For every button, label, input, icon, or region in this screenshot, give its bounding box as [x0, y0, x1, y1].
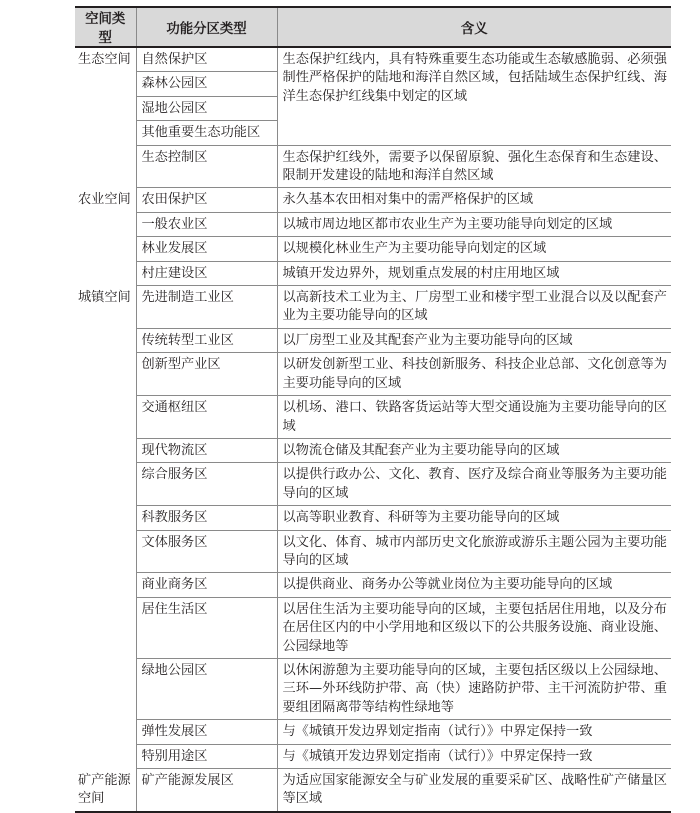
meaning-cell: 以居住生活为主要功能导向的区域，主要包括居住用地，以及分布在居住区内的中小学用地和区级以下的公共服务设施、商业设施、公园绿地等 [277, 597, 671, 658]
meaning-cell: 以高新技术工业为主、厂房型工业和楼宇型工业混合以及以配套产业为主要功能导向的区域 [277, 286, 671, 329]
zone-type-cell: 文体服务区 [136, 530, 277, 573]
meaning-cell: 永久基本农田相对集中的需严格保护的区域 [277, 188, 671, 212]
meaning-cell: 以文化、体育、城市内部历史文化旅游或游乐主题公园为主要功能导向的区域 [277, 530, 671, 573]
meaning-cell: 以厂房型工业及其配套产业为主要功能导向的区域 [277, 328, 671, 352]
table-row [75, 597, 671, 658]
table-row [75, 328, 671, 352]
header-zone-type: 功能分区类型 [136, 7, 277, 47]
zone-type-cell: 先进制造工业区 [136, 286, 277, 329]
meaning-cell: 以机场、港口、铁路客货运站等大型交通设施为主要功能导向的区域 [277, 396, 671, 439]
table-row [75, 261, 671, 285]
meaning-cell: 以高等职业教育、科研等为主要功能导向的区域 [277, 506, 671, 530]
table-row [75, 506, 671, 530]
meaning-cell: 生态保护红线外，需要予以保留原貌、强化生态保育和生态建设、限制开发建设的陆地和海洋自然区域 [277, 145, 671, 188]
zone-type-cell: 科教服务区 [136, 506, 277, 530]
table-row [75, 286, 671, 329]
zone-type-cell: 自然保护区 [136, 47, 277, 72]
meaning-cell: 与《城镇开发边界划定指南（试行）》中界定保持一致 [277, 744, 671, 768]
table-row [75, 47, 671, 72]
meaning-cell: 以城市周边地区都市农业生产为主要功能导向划定的区域 [277, 212, 671, 236]
table-row [75, 769, 671, 812]
zone-type-cell: 商业商务区 [136, 573, 277, 597]
zone-type-cell: 特别用途区 [136, 744, 277, 768]
table-row [75, 573, 671, 597]
header-space-type: 空间类型 [75, 7, 136, 47]
table-row [75, 463, 671, 506]
zone-type-cell: 湿地公园区 [136, 96, 277, 120]
meaning-cell: 以研发创新型工业、科技创新服务、科技企业总部、文化创意等为主要功能导向的区域 [277, 353, 671, 396]
table-row [75, 353, 671, 396]
zone-type-cell: 综合服务区 [136, 463, 277, 506]
zone-type-cell: 森林公园区 [136, 72, 277, 96]
zoning-table [75, 6, 671, 813]
meaning-cell: 以提供商业、商务办公等就业岗位为主要功能导向的区域 [277, 573, 671, 597]
zone-type-cell: 林业发展区 [136, 237, 277, 261]
table-row [75, 237, 671, 261]
table-row [75, 720, 671, 744]
meaning-cell: 以物流仓储及其配套产业为主要功能导向的区域 [277, 438, 671, 462]
zone-type-cell: 村庄建设区 [136, 261, 277, 285]
zone-type-cell: 交通枢纽区 [136, 396, 277, 439]
zone-type-cell: 传统转型工业区 [136, 328, 277, 352]
meaning-cell: 以休闲游憩为主要功能导向的区域，主要包括区级以上公园绿地、三环—外环线防护带、高（快）速路防护带、主干河流防护带、重要组团隔离带等结构性绿地等 [277, 658, 671, 719]
meaning-cell: 与《城镇开发边界划定指南（试行）》中界定保持一致 [277, 720, 671, 744]
zone-type-cell: 创新型产业区 [136, 353, 277, 396]
table-row [75, 212, 671, 236]
meaning-cell: 生态保护红线内，具有特殊重要生态功能或生态敏感脆弱、必须强制性严格保护的陆地和海洋自然区域，包括陆域生态保护红线、海洋生态保护红线集中划定的区域 [277, 47, 671, 145]
space-type-cell: 生态空间 [78, 52, 131, 67]
header-meaning: 含义 [277, 7, 671, 47]
meaning-cell: 城镇开发边界外，规划重点发展的村庄用地区域 [277, 261, 671, 285]
zone-type-cell: 一般农业区 [136, 212, 277, 236]
table-row [75, 438, 671, 462]
zone-type-cell: 生态控制区 [136, 145, 277, 188]
space-type-cell [75, 769, 136, 812]
table-row [75, 145, 671, 188]
table-row [75, 744, 671, 768]
table-row [75, 530, 671, 573]
zone-type-cell: 其他重要生态功能区 [136, 121, 277, 145]
zone-type-cell: 农田保护区 [136, 188, 277, 212]
meaning-cell: 以提供行政办公、文化、教育、医疗及综合商业等服务为主要功能导向的区域 [277, 463, 671, 506]
table-row [75, 396, 671, 439]
zone-type-cell: 矿产能源发展区 [136, 769, 277, 812]
meaning-cell: 为适应国家能源安全与矿业发展的重要采矿区、战略性矿产储量区等区域 [277, 769, 671, 812]
space-type-cell: 城镇空间 [78, 289, 131, 305]
space-type-label: 矿产能源空间 [78, 772, 131, 806]
space-type-cell: 农业空间 [78, 191, 131, 207]
zone-type-cell: 弹性发展区 [136, 720, 277, 744]
zone-type-cell: 居住生活区 [136, 597, 277, 658]
table-row [75, 188, 671, 212]
table-row [75, 658, 671, 719]
table-header-row [75, 7, 671, 47]
zone-type-cell: 现代物流区 [136, 438, 277, 462]
meaning-cell: 以规模化林业生产为主要功能导向划定的区域 [277, 237, 671, 261]
zone-type-cell: 绿地公园区 [136, 658, 277, 719]
